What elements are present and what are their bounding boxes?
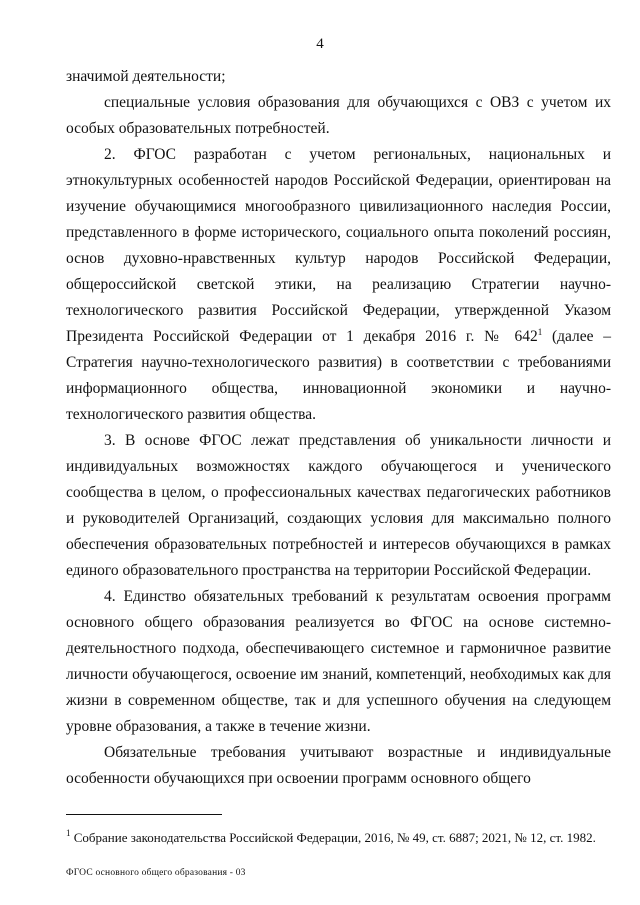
paragraph-2: специальные условия образования для обучающихся с ОВЗ с учетом их особых образовательных потребностей. [66,94,611,137]
paragraph-3 [66,142,611,428]
paragraph-6: Обязательные требования учитывают возрастные и индивидуальные особенности обучающихся при освоении программ основного общего [66,744,611,787]
document-body [66,64,611,792]
footnote [66,830,626,846]
paragraph-1: значимой деятельности; [66,68,226,85]
paragraph-5: 4. Единство обязательных требований к результатам освоения программ основного общего образования реализуется во ФГОС на основе системно-деятельностного подхода, обеспечивающего системное и гармоничное развитие личности обучающегося, освоение им знаний, компетенций, необходимых как для жизни в современном обществе, так и для успешного обучения на следующем уровне образования, а также в течение жизни. [66,588,611,735]
page-number: 4 [316,36,324,52]
paragraph-3-text: 2. ФГОС разработан с учетом региональных, национальных и этнокультурных особенностей народов Российской Федерации, ориентирован на изучение обучающимися многообразного цивилизационного наследия России, представленного в форме исторического, социального опыта поколений россиян, основ духовно-нравственных культур народов Российской Федерации, общероссийской светской этики, на реализацию Стратегии научно-технологического развития Российской Федерации, утвержденной Указом Президента Российской Федерации от 1 декабря 2016 г. № 642 [66,146,611,345]
footnote-text: Собрание законодательства Российской Федерации, 2016, № 49, ст. 6887; 2021, № 12, ст. 1982. [73,830,596,845]
page-footer: ФГОС основного общего образования - 03 [66,868,246,878]
footnote-divider [66,814,222,815]
paragraph-3-tail: (далее – Стратегия научно-технологического развития) в соответствии с требованиями информационного общества, инновационной экономики и научно-технологического развития общества. [66,328,611,423]
footnote-marker: 1 [66,828,71,838]
paragraph-4: 3. В основе ФГОС лежат представления об уникальности личности и индивидуальных возможностях каждого обучающегося и ученического сообщества в целом, о профессиональных качествах педагогических работников и руководителей Организаций, создающих условия для максимально полного обеспечения образовательных потребностей и интересов обучающихся в рамках единого образовательного пространства на территории Российской Федерации. [66,432,611,579]
footnote-reference[interactable]: 1 [537,327,543,337]
